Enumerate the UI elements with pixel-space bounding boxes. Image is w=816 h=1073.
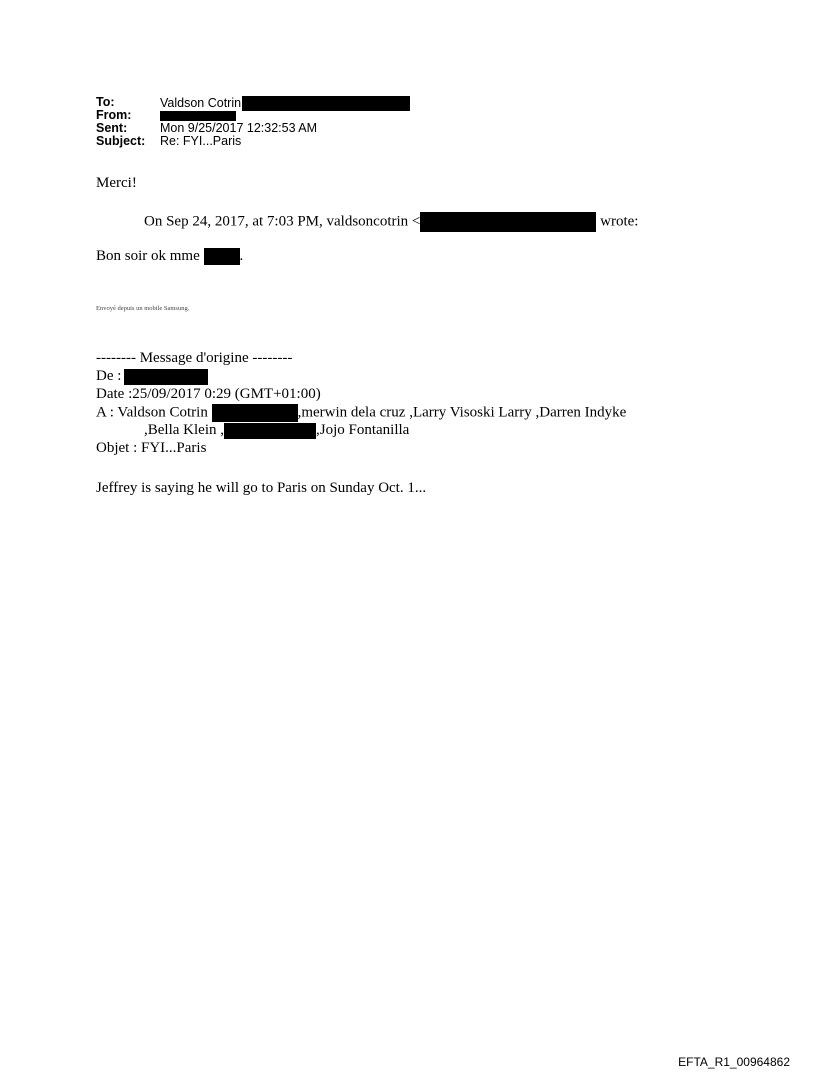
- redaction-box: [420, 212, 596, 232]
- redaction-box: [212, 404, 298, 422]
- redaction-box: [204, 248, 240, 265]
- bon-soir-line: [96, 248, 243, 265]
- mobile-signature: Envoyé depuis un mobile Samsung.: [96, 305, 190, 312]
- sent-value: Mon 9/25/2017 12:32:53 AM: [160, 121, 318, 135]
- redaction-box: [242, 96, 410, 111]
- quote-intro: On Sep 24, 2017, at 7:03 PM, valdsoncotrin <: [144, 213, 421, 230]
- recipients-line2-rest: ,Jojo Fontanilla: [315, 422, 410, 438]
- quote-intro-line: [144, 212, 638, 232]
- recipients-line-1: [96, 404, 626, 422]
- from-label: From:: [96, 108, 132, 122]
- date-line: Date :25/09/2017 0:29 (GMT+01:00): [96, 386, 321, 402]
- recipients-rest: ,merwin dela cruz ,Larry Visoski Larry ,Darren Indyke: [297, 404, 627, 421]
- to-name: Valdson Cotrin: [160, 95, 242, 110]
- bon-soir-end: .: [239, 248, 244, 264]
- message-body: Jeffrey is saying he will go to Paris on Sunday Oct. 1...: [96, 480, 427, 496]
- subject-label: Subject:: [96, 134, 146, 148]
- redaction-box: [160, 111, 236, 121]
- to-label: To:: [96, 95, 115, 109]
- quote-intro-end: wrote:: [596, 213, 639, 230]
- redaction-box: [124, 369, 208, 385]
- recipients-prefix: A : Valdson Cotrin: [96, 404, 212, 421]
- redaction-box: [224, 423, 316, 439]
- document-id: EFTA_R1_00964862: [678, 1055, 790, 1069]
- recipients-line2-prefix: ,Bella Klein ,: [144, 422, 224, 438]
- de-label: De :: [96, 368, 122, 384]
- de-line: [96, 368, 208, 385]
- bon-soir-text: Bon soir ok mme: [96, 248, 204, 264]
- objet-line: Objet : FYI...Paris: [96, 440, 207, 456]
- recipients-line-2: [144, 422, 409, 439]
- greeting: Merci!: [96, 175, 137, 191]
- sent-label: Sent:: [96, 121, 128, 135]
- subject-value: Re: FYI...Paris: [160, 134, 242, 148]
- original-message-separator: -------- Message d'origine --------: [96, 350, 293, 366]
